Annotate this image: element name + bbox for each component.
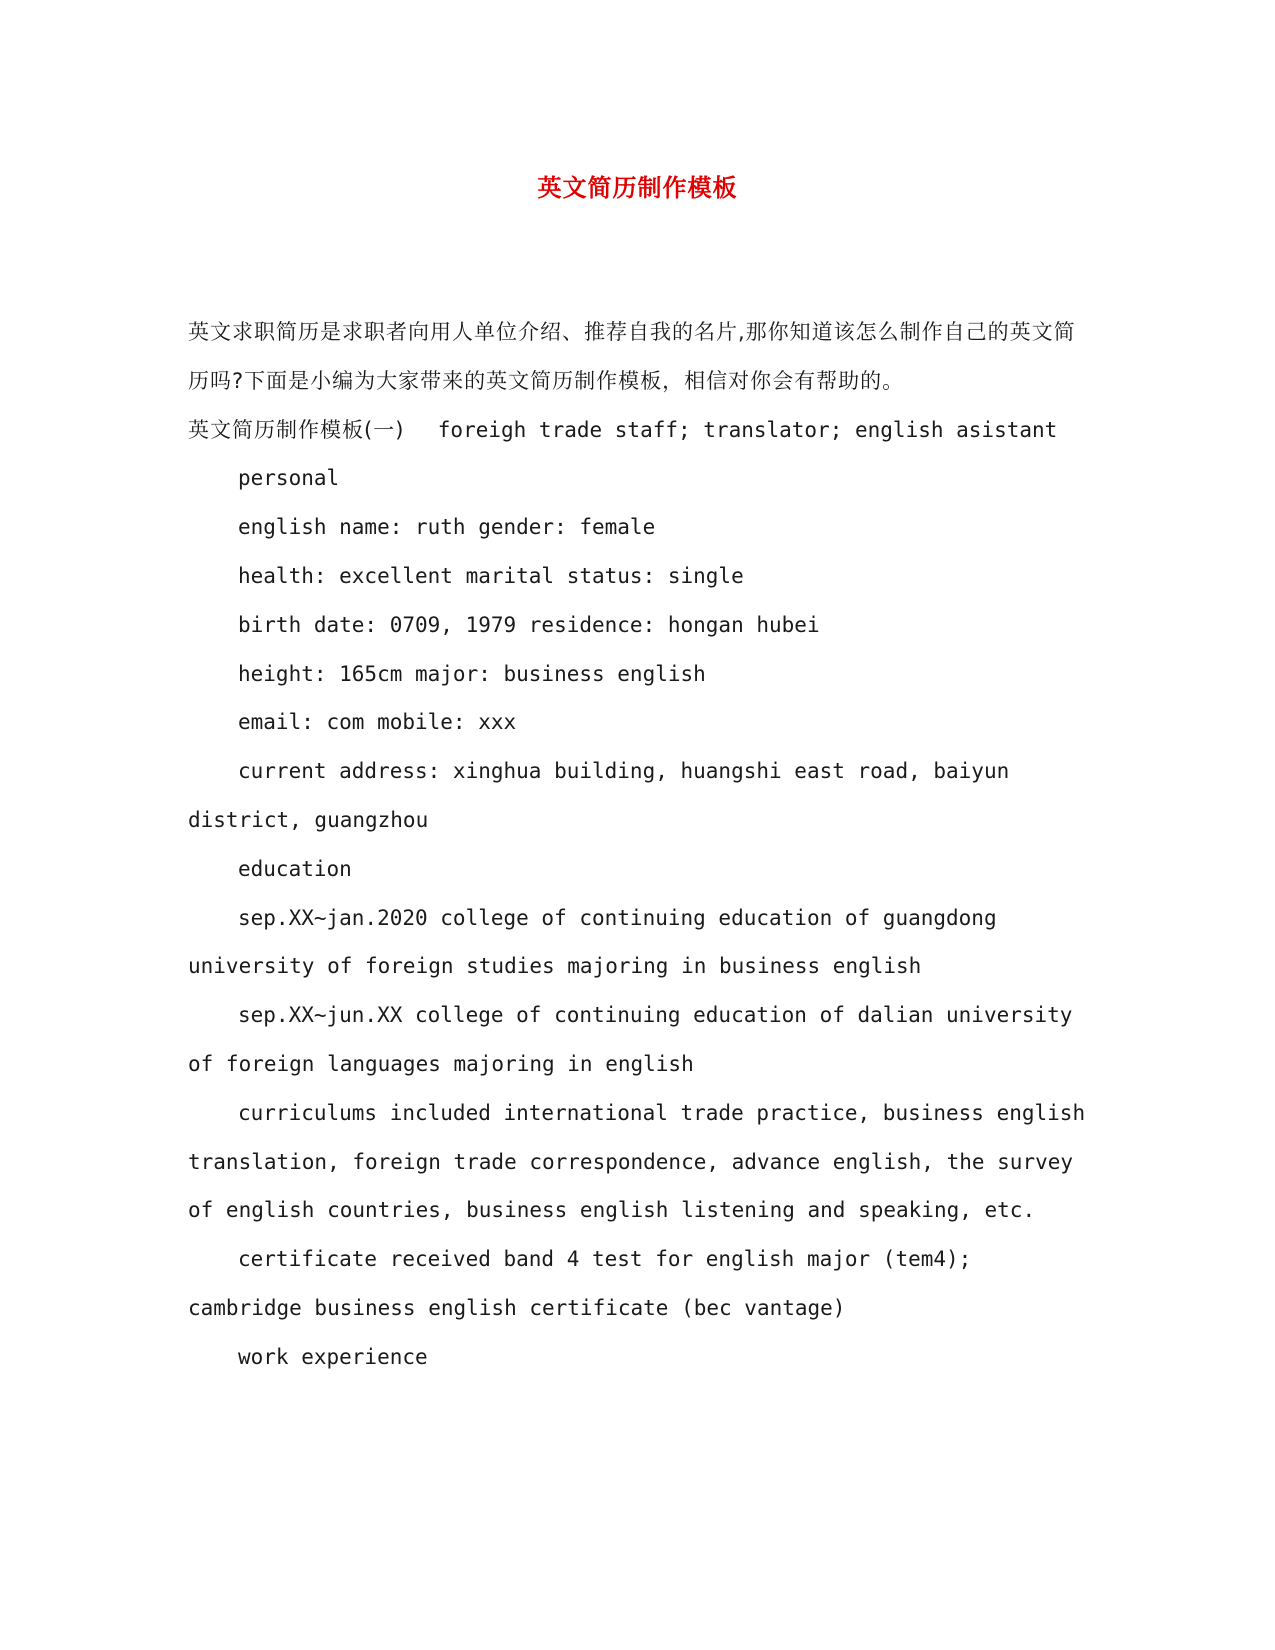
intro-paragraph: 英文求职简历是求职者向用人单位介绍、推荐自我的名片,那你知道该怎么制作自己的英文简历吗?下面是小编为大家带来的英文简历制作模板，相信对你会有帮助的。 (188, 320, 1076, 393)
work-experience-label: work experience (238, 1344, 428, 1369)
english-name-line: english name: ruth gender: female (238, 515, 656, 540)
health-line: health: excellent marital status: single (238, 563, 744, 588)
email-line: email: com mobile: xxx (238, 710, 517, 735)
height-line: height: 165cm major: business english (238, 661, 706, 686)
document-body (188, 308, 1098, 1382)
template-heading-line (188, 406, 1088, 455)
personal-label: personal (238, 466, 340, 491)
education-entry-2: sep.XX~jun.XX college of continuing education of dalian university of foreign languages majoring in english (188, 1003, 1086, 1076)
curriculums-line: curriculums included international trade practice, business english translation, foreign trade correspondence, advance english, the survey of english countries, business english listening and speaking, etc. (188, 1100, 1098, 1223)
certificate-line: certificate received band 4 test for english major (tem4); cambridge business english certificate (bec vantage) (188, 1247, 984, 1320)
template-heading: 英文简历制作模板(一) (188, 417, 405, 442)
objective-text: foreigh trade staff; translator; english asistant (437, 417, 1058, 442)
education-label: education (238, 856, 352, 881)
education-entry-1: sep.XX~jan.2020 college of continuing education of guangdong university of foreign studies majoring in business english (188, 905, 1010, 979)
address-line: current address: xinghua building, huangshi east road, baiyun district, guangzhou (188, 759, 1022, 832)
birth-line: birth date: 0709, 1979 residence: hongan hubei (238, 612, 820, 637)
page-title: 英文简历制作模板 (537, 174, 738, 202)
